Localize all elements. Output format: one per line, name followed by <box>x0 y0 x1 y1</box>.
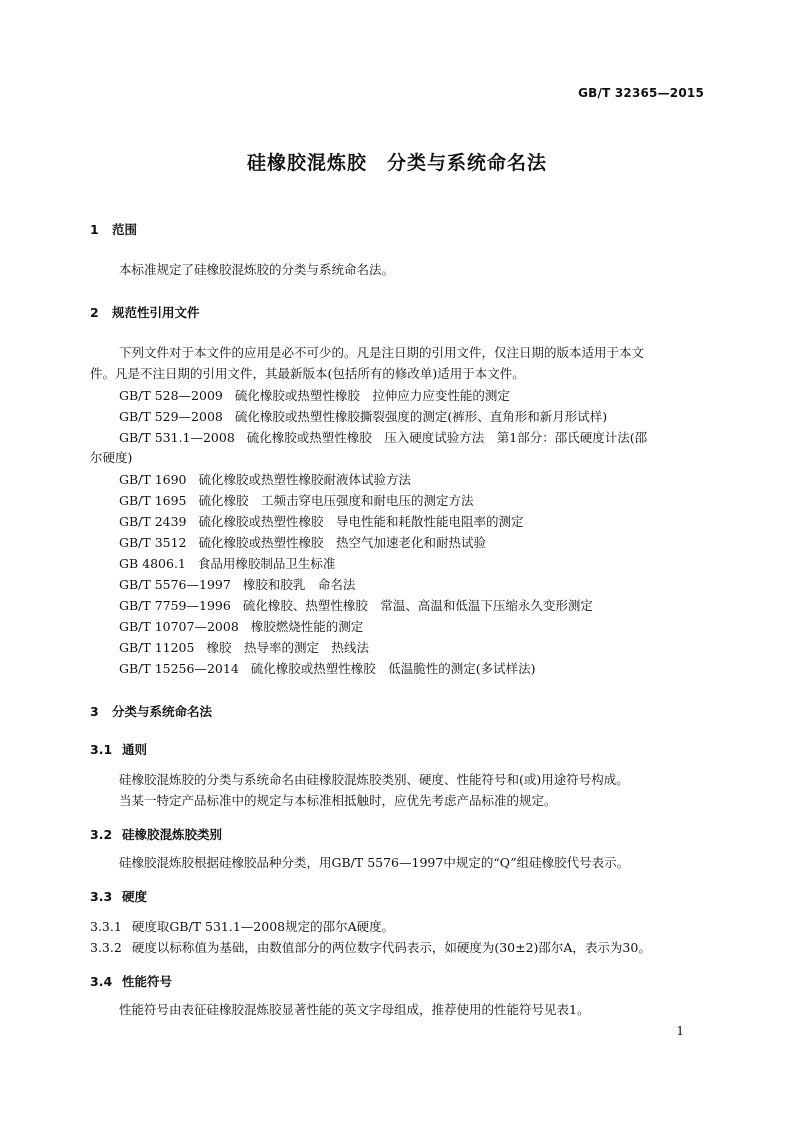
reference-code: GB/T 7759—1996 <box>119 598 231 613</box>
reference-title: 硫化橡胶 工频击穿电压强度和耐电压的测定方法 <box>198 493 474 508</box>
subclause-text: 硬度以标称值为基础，由数值部分的两位数字代码表示，如硬度为(30±2)邵尔A，表示为30。 <box>131 940 651 955</box>
reference-code: GB/T 528—2009 <box>119 388 223 403</box>
reference-code: GB/T 3512 <box>119 535 187 550</box>
normative-reference <box>119 470 411 488</box>
reference-title: 硫化橡胶或热塑性橡胶 低温脆性的测定(多试样法) <box>250 661 536 676</box>
section-number: 3.4 <box>90 974 113 989</box>
section-number: 3.2 <box>90 827 113 842</box>
reference-title: 橡胶 热导率的测定 热线法 <box>206 640 369 655</box>
section-title: 规范性引用文件 <box>112 305 200 320</box>
section-title: 硬度 <box>122 889 148 904</box>
normative-reference <box>119 407 607 425</box>
subclause-number: 3.3.2 <box>90 940 122 955</box>
section-title: 通则 <box>122 742 148 757</box>
section-title: 硅橡胶混炼胶类别 <box>122 827 223 842</box>
document-title: 硅橡胶混炼胶 分类与系统命名法 <box>246 152 547 174</box>
reference-title: 橡胶燃烧性能的测定 <box>250 619 364 634</box>
section-3-heading <box>90 702 212 720</box>
section-2-intro-line-2: 件。凡是不注日期的引用文件，其最新版本(包括所有的修改单)适用于本文件。 <box>90 366 525 381</box>
normative-reference <box>119 533 486 551</box>
section-3-3-heading <box>90 887 147 905</box>
subclause-text: 硬度取GB/T 531.1—2008规定的邵尔A硬度。 <box>131 919 395 934</box>
subclause-number: 3.3.1 <box>90 919 122 934</box>
reference-title: 硫化橡胶或热塑性橡胶 压入硬度试验方法 第1部分：邵氏硬度计法(邵 <box>246 430 648 445</box>
reference-code: GB/T 11205 <box>119 640 195 655</box>
reference-title: 食品用橡胶制品卫生标准 <box>197 556 336 571</box>
section-number: 3 <box>90 704 99 719</box>
reference-code: GB/T 5576—1997 <box>119 577 231 592</box>
section-1-heading <box>90 220 137 238</box>
reference-code: GB/T 529—2008 <box>119 409 223 424</box>
normative-reference <box>119 512 524 530</box>
normative-reference <box>119 491 474 509</box>
section-number: 3.1 <box>90 742 113 757</box>
reference-code: GB/T 2439 <box>119 514 187 529</box>
reference-code: GB/T 531.1—2008 <box>119 430 235 445</box>
section-2-heading <box>90 303 200 321</box>
section-title: 性能符号 <box>122 974 173 989</box>
section-number: 2 <box>90 305 99 320</box>
normative-reference <box>119 428 647 446</box>
subclause-3-3-1 <box>90 917 394 935</box>
subclause-3-3-2 <box>90 938 651 956</box>
section-1-body: 本标准规定了硅橡胶混炼胶的分类与系统命名法。 <box>119 262 395 277</box>
section-3-2-heading <box>90 825 222 843</box>
section-3-1-line-1: 硅橡胶混炼胶的分类与系统命名由硅橡胶混炼胶类别、硬度、性能符号和(或)用途符号构成。 <box>119 772 629 787</box>
section-3-4-heading <box>90 972 172 990</box>
reference-title: 硫化橡胶或热塑性橡胶 导电性能和耗散性能电阻率的测定 <box>198 514 524 529</box>
normative-reference <box>119 638 369 656</box>
normative-reference <box>119 575 355 593</box>
section-number: 1 <box>90 222 99 237</box>
reference-title: 硫化橡胶或热塑性橡胶耐液体试验方法 <box>198 472 412 487</box>
reference-continuation: 尔硬度) <box>90 450 133 465</box>
reference-title: 硫化橡胶或热塑性橡胶 拉伸应力应变性能的测定 <box>234 388 510 403</box>
reference-title: 硫化橡胶或热塑性橡胶撕裂强度的测定(裤形、直角形和新月形试样) <box>234 409 608 424</box>
section-title: 分类与系统命名法 <box>112 704 213 719</box>
page-number: 1 <box>676 1024 684 1038</box>
section-number: 3.3 <box>90 889 113 904</box>
section-3-1-heading <box>90 740 147 758</box>
normative-reference <box>119 617 363 635</box>
reference-title: 橡胶和胶乳 命名法 <box>242 577 356 592</box>
section-2-intro-line-1: 下列文件对于本文件的应用是必不可少的。凡是注日期的引用文件，仅注日期的版本适用于本文 <box>119 345 645 360</box>
reference-code: GB/T 1695 <box>119 493 187 508</box>
reference-title: 硫化橡胶或热塑性橡胶 热空气加速老化和耐热试验 <box>198 535 487 550</box>
section-3-1-line-2: 当某一特定产品标准中的规定与本标准相抵触时，应优先考虑产品标准的规定。 <box>119 793 557 808</box>
normative-reference <box>119 659 536 677</box>
reference-code: GB/T 15256—2014 <box>119 661 239 676</box>
standard-code: GB/T 32365—2015 <box>578 86 704 100</box>
section-3-2-body: 硅橡胶混炼胶根据硅橡胶品种分类，用GB/T 5576—1997中规定的“Q”组硅橡胶代号表示。 <box>119 855 630 870</box>
normative-reference <box>119 596 593 614</box>
reference-code: GB/T 1690 <box>119 472 187 487</box>
reference-code: GB 4806.1 <box>119 556 186 571</box>
section-title: 范围 <box>112 222 138 237</box>
reference-code: GB/T 10707—2008 <box>119 619 239 634</box>
normative-reference <box>119 554 335 572</box>
reference-title: 硫化橡胶、热塑性橡胶 常温、高温和低温下压缩永久变形测定 <box>242 598 593 613</box>
section-3-4-body: 性能符号由表征硅橡胶混炼胶显著性能的英文字母组成，推荐使用的性能符号见表1。 <box>119 1002 590 1017</box>
normative-reference <box>119 386 510 404</box>
